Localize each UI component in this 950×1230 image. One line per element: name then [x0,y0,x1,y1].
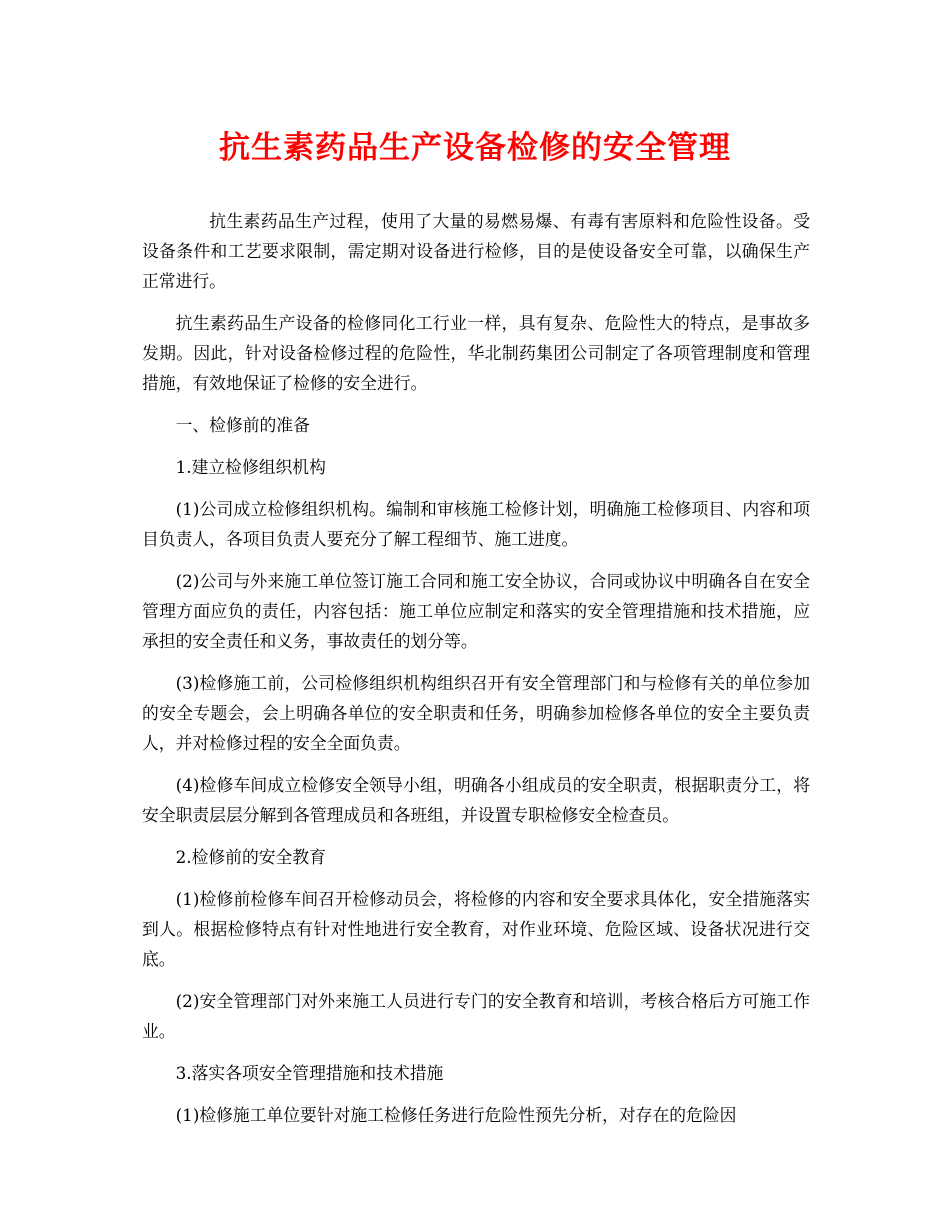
paragraph-background: 抗生素药品生产设备的检修同化工行业一样，具有复杂、危险性大的特点，是事故多发期。因此，针对设备检修过程的危险性，华北制药集团公司制定了各项管理制度和管理措施，有效地保证了检修的安全进行。 [142,313,810,393]
paragraph-item-1-4: (4)检修车间成立检修安全领导小组，明确各小组成员的安全职责，根据职责分工，将安全职责层层分解到各管理成员和各班组，并设置专职检修安全检查员。 [142,775,810,825]
section-heading-preparation: 一、检修前的准备 [175,415,310,435]
subsection-heading-organization: 1.建立检修组织机构 [175,457,326,477]
paragraph-intro: 抗生素药品生产过程，使用了大量的易燃易爆、有毒有害原料和危险性设备。受设备条件和工艺要求限制，需定期对设备进行检修，目的是使设备安全可靠，以确保生产正常进行。 [142,211,810,291]
paragraph-item-2-1: (1)检修前检修车间召开检修动员会，将检修的内容和安全要求具体化，安全措施落实到人。根据检修特点有针对性地进行安全教育，对作业环境、危险区域、设备状况进行交底。 [142,889,810,969]
paragraph-item-1-3: (3)检修施工前，公司检修组织机构组织召开有安全管理部门和与检修有关的单位参加的安全专题会，会上明确各单位的安全职责和任务，明确参加检修各单位的安全主要负责人，并对检修过程的安全全面负责。 [142,673,810,753]
subsection-heading-measures: 3.落实各项安全管理措施和技术措施 [175,1063,444,1083]
subsection-heading-education: 2.检修前的安全教育 [175,847,326,867]
document-title: 抗生素药品生产设备检修的安全管理 [219,130,731,166]
paragraph-item-1-1: (1)公司成立检修组织机构。编制和审核施工检修计划，明确施工检修项目、内容和项目负责人，各项目负责人要充分了解工程细节、施工进度。 [142,499,810,549]
paragraph-item-2-2: (2)安全管理部门对外来施工人员进行专门的安全教育和培训，考核合格后方可施工作业。 [142,991,810,1041]
paragraph-item-1-2: (2)公司与外来施工单位签订施工合同和施工安全协议，合同或协议中明确各自在安全管理方面应负的责任，内容包括：施工单位应制定和落实的安全管理措施和技术措施，应承担的安全责任和义务，事故责任的划分等。 [142,571,810,651]
paragraph-item-3-1: (1)检修施工单位要针对施工检修任务进行危险性预先分析，对存在的危险因 [175,1105,737,1125]
document-body [142,206,810,1142]
